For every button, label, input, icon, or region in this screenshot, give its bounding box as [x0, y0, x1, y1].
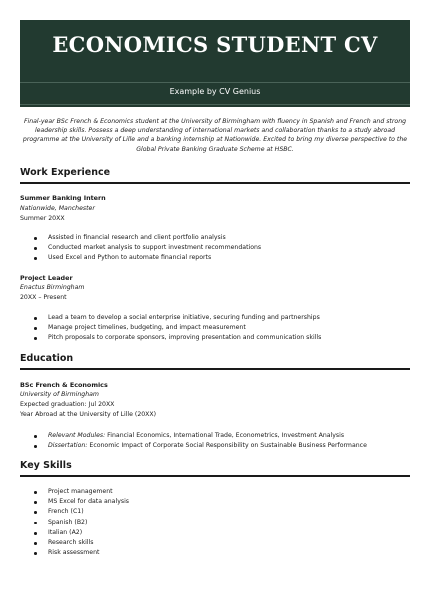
year-abroad: Year Abroad at the University of Lille (20XX) [20, 411, 157, 418]
degree-title: BSc French & Economics [20, 381, 108, 389]
education-bullets [48, 431, 367, 451]
contact-line: your.name@email.com | 07123 123 123 | London | yourwebsite.com [112, 108, 318, 115]
list-item: Pitch proposals to corporate sponsors, improving presentation and communication skills [48, 333, 321, 343]
job-title: Summer Banking Intern [20, 194, 106, 202]
work-experience-heading: Work Experience [20, 167, 111, 178]
key-skills-rule [20, 475, 410, 477]
cv-header [20, 20, 410, 115]
list-item: Used Excel and Python to automate financial reports [48, 253, 261, 263]
cv-subtitle: Example by CV Genius [169, 87, 261, 96]
job-dates: Summer 20XX [20, 215, 65, 222]
list-item: Assisted in financial research and client portfolio analysis [48, 233, 261, 243]
skills-list [48, 487, 129, 558]
list-item: Risk assessment [48, 548, 129, 558]
list-item [48, 431, 367, 441]
job-dates: 20XX – Present [20, 294, 67, 301]
education-rule [20, 368, 410, 370]
dissertation-text: Economic Impact of Corporate Social Responsibility on Sustainable Business Performance [87, 442, 367, 450]
graduation-date: Expected graduation: Jul 20XX [20, 401, 115, 408]
dissertation-label: Dissertation: [48, 442, 88, 450]
job-bullets [48, 313, 321, 344]
university-name: University of Birmingham [20, 391, 99, 398]
list-item: Research skills [48, 538, 129, 548]
job-bullets [48, 233, 261, 264]
list-item: Spanish (B2) [48, 518, 129, 528]
list-item: Conducted market analysis to support investment recommendations [48, 243, 261, 253]
work-experience-rule [20, 182, 410, 184]
profile-summary: Final-year BSc French & Economics student at the University of Birmingham with fluency in Spanish and French and strong leadership skills. Possess a deep understanding of international markets and collaboration thanks to a study abroad programme at the University of Lille and a banking internship at Nationwide. Excited to bring my diverse perspective to the Global Private Banking Graduate Scheme at HSBC. [22, 118, 408, 153]
modules-label: Relevant Modules: [48, 432, 106, 439]
list-item: MS Excel for data analysis [48, 497, 129, 507]
modules-text: Financial Economics, International Trade, Econometrics, Investment Analysis [105, 432, 345, 439]
list-item: Manage project timelines, budgeting, and impact measurement [48, 323, 321, 333]
list-item: Lead a team to develop a social enterprise initiative, securing funding and partnerships [48, 313, 321, 323]
education-heading: Education [20, 353, 74, 364]
cv-title: ECONOMICS STUDENT CV [52, 32, 378, 57]
job-organization: Enactus Birmingham [20, 284, 85, 291]
job-organization: Nationwide, Manchester [20, 205, 95, 212]
key-skills-heading: Key Skills [20, 460, 72, 471]
header-divider-bottom [20, 104, 410, 105]
list-item: Project management [48, 487, 129, 497]
job-title: Project Leader [20, 274, 73, 282]
list-item [48, 441, 367, 451]
list-item: French (C1) [48, 507, 129, 517]
list-item: Italian (A2) [48, 528, 129, 538]
header-divider-top [20, 82, 410, 83]
